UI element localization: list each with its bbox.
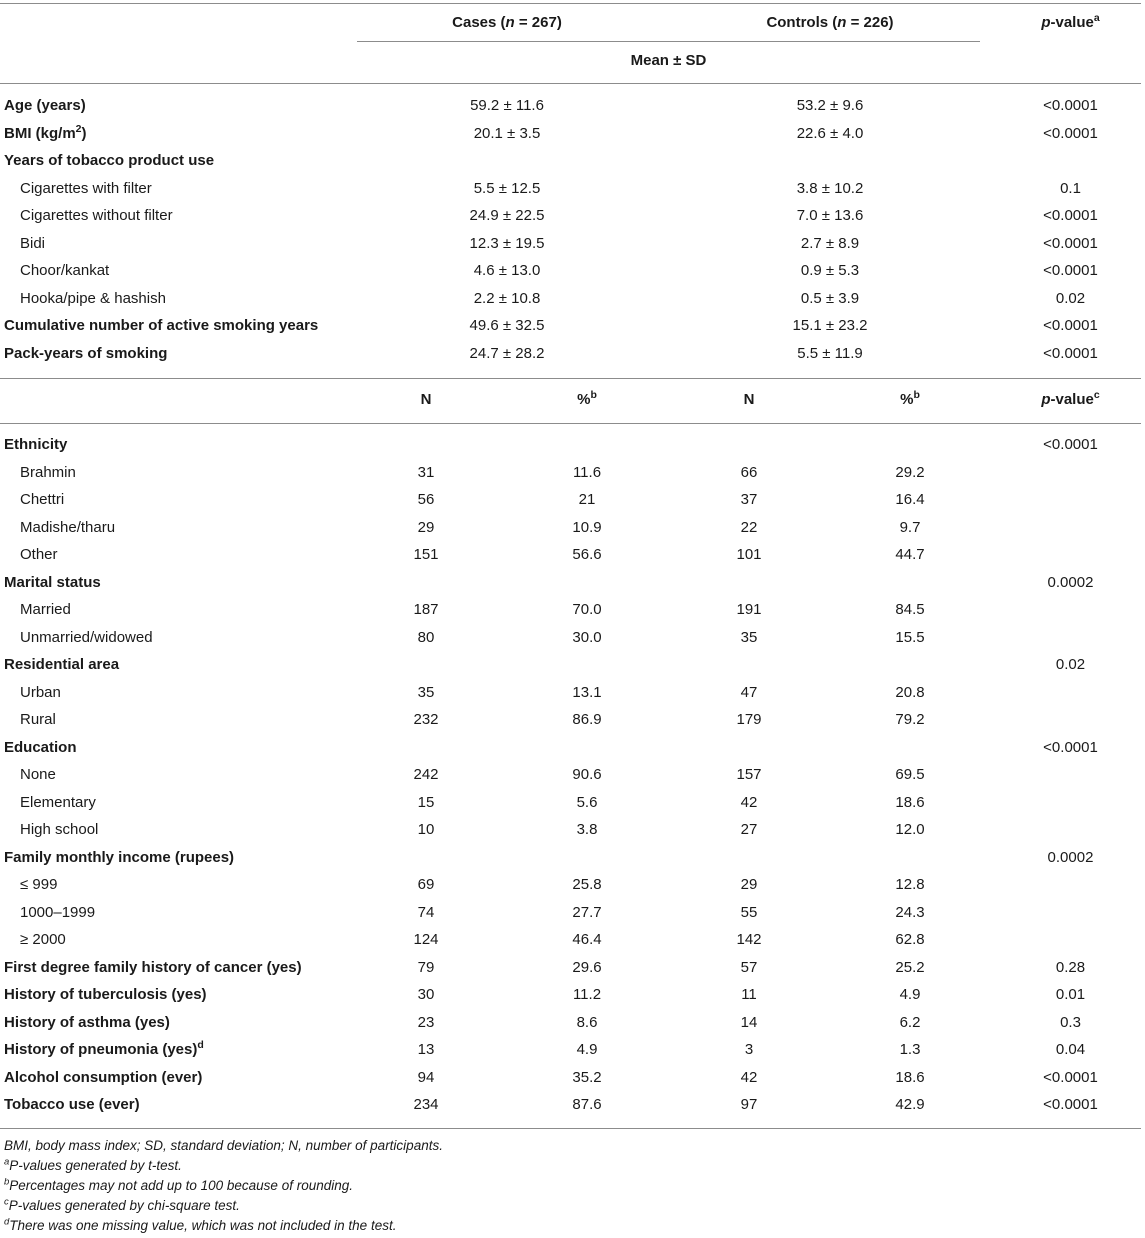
row-label-text: Unmarried/widowed: [20, 628, 153, 646]
cases-percent: 56.6: [572, 546, 602, 563]
controls-n: 191: [736, 601, 762, 618]
controls-mean-sd: 0.9 ± 5.3: [800, 262, 860, 279]
row-label: [4, 316, 318, 336]
cases-percent: 4.9: [576, 1041, 598, 1058]
row-label: [20, 490, 64, 510]
cases-mean-sd: 49.6 ± 32.5: [469, 317, 545, 334]
cases-percent: 86.9: [572, 711, 602, 728]
row-label-text: Alcohol consumption (ever): [4, 1068, 203, 1086]
controls-percent: 9.7: [899, 518, 921, 536]
controls-n: 157: [736, 766, 762, 783]
footnote-abbreviations: BMI, body mass index; SD, standard deviation; N, number of participants.: [4, 1138, 443, 1153]
row-label: [4, 435, 67, 455]
footnote-d: $^d$There was one missing value, which was not included in the test.: [4, 1216, 397, 1233]
cases-mean-sd: 5.5 ± 12.5: [473, 179, 541, 197]
row-label: [20, 683, 61, 703]
row-label-text: BMI (kg/m: [4, 124, 76, 142]
row-label: [4, 1095, 140, 1115]
row-label: [20, 179, 152, 199]
controls-percent: 18.6: [895, 793, 925, 811]
cases-n: 242: [413, 766, 439, 783]
controls-percent: 4.9: [899, 986, 921, 1003]
section-rule: [0, 378, 1141, 379]
row-label: [4, 344, 167, 364]
row-label-text: Bidi: [20, 234, 46, 252]
cases-mean-sd: 59.2 ± 11.6: [470, 97, 544, 114]
cases-percent: 87.6: [572, 1096, 602, 1113]
row-label-text: Madishe/tharu: [20, 518, 116, 536]
controls-percent: 42.9: [895, 1096, 925, 1113]
row-label-text: Residential area: [4, 656, 120, 673]
row-label-text: Choor/kankat: [20, 262, 110, 279]
row-label: [4, 573, 101, 593]
row-label: [20, 903, 95, 923]
controls-n: 37: [740, 491, 758, 508]
row-label: [4, 738, 77, 758]
row-label-text: Pack-years of smoking: [4, 344, 168, 362]
footnote-b: $^b$Percentages may not add up to 100 because of rounding.: [4, 1176, 353, 1193]
row-label-sup: d: [197, 1039, 204, 1051]
cases-percent: 3.8: [576, 821, 598, 838]
controls-percent: 15.5: [895, 628, 925, 646]
controls-percent: 69.5: [895, 766, 925, 783]
row-label: [4, 1013, 170, 1033]
p-value: 0.04: [1055, 1041, 1086, 1058]
cases-mean-sd: 12.3 ± 19.5: [469, 234, 545, 252]
table-bottom-rule: [0, 1128, 1141, 1129]
controls-percent: 25.2: [895, 958, 925, 976]
controls-mean-sd: 2.7 ± 8.9: [800, 234, 860, 252]
row-label: [20, 628, 153, 648]
row-label: [20, 463, 76, 483]
cases-percent: 90.6: [572, 766, 602, 783]
cases-percent: 70.0: [572, 601, 602, 618]
header-controls-percent: %$^b$: [900, 389, 920, 408]
row-label-text: First degree family history of cancer (yes): [4, 958, 302, 976]
controls-n: 42: [740, 1068, 758, 1086]
row-label-text: History of tuberculosis (yes): [4, 986, 207, 1003]
p-value: <0.0001: [1043, 97, 1098, 114]
cases-percent: 25.8: [572, 876, 602, 893]
row-label: [20, 518, 115, 538]
p-value: 0.02: [1055, 289, 1086, 307]
controls-percent: 12.8: [895, 876, 925, 893]
row-label-text: Brahmin: [20, 463, 76, 481]
controls-n: 57: [740, 958, 758, 976]
cases-mean-sd: 24.7 ± 28.2: [469, 344, 545, 362]
row-label: [20, 261, 109, 281]
p-value: 0.0002: [1047, 573, 1094, 591]
p-value: <0.0001: [1043, 207, 1098, 224]
p-value: <0.0001: [1043, 317, 1098, 334]
p-value: <0.0001: [1043, 738, 1098, 756]
cases-n: 94: [417, 1068, 435, 1086]
header-pvalue-a: p-value$^a$: [1041, 12, 1100, 31]
row-label-text: History of pneumonia (yes): [4, 1041, 198, 1058]
row-label: [4, 1068, 202, 1088]
controls-percent: 84.5: [895, 601, 925, 618]
p-value: 0.01: [1055, 986, 1086, 1003]
controls-n: 3: [744, 1041, 754, 1058]
cases-percent: 13.1: [572, 683, 602, 701]
cases-n: 79: [417, 958, 435, 976]
row-label-text: ≥ 2000: [20, 931, 66, 948]
header-mean-sd: Mean ± SD: [630, 52, 707, 69]
cases-percent: 8.6: [576, 1013, 598, 1031]
row-label: [20, 793, 96, 813]
controls-percent: 6.2: [899, 1013, 921, 1031]
controls-percent: 18.6: [895, 1068, 925, 1086]
row-label: [20, 820, 98, 840]
row-label-text: Chettri: [20, 491, 65, 508]
row-label-text: History of asthma (yes): [4, 1013, 170, 1031]
controls-n: 142: [736, 931, 762, 948]
row-label-text: Education: [4, 738, 77, 756]
row-label-text: None: [20, 766, 56, 783]
controls-n: 66: [740, 463, 758, 481]
p-value: 0.28: [1055, 958, 1086, 976]
controls-n: 179: [736, 711, 762, 728]
controls-n: 55: [740, 903, 758, 921]
cases-n: 15: [417, 793, 435, 811]
row-label: [4, 96, 86, 116]
row-label-text: Tobacco use (ever): [4, 1096, 140, 1113]
controls-mean-sd: 53.2 ± 9.6: [796, 97, 864, 114]
controls-percent: 20.8: [895, 683, 925, 701]
row-label-text: Cigarettes with filter: [20, 179, 152, 197]
p-value: <0.0001: [1043, 344, 1098, 362]
controls-n: 14: [740, 1013, 758, 1031]
cases-n: 232: [413, 711, 439, 728]
row-label-text: Years of tobacco product use: [4, 152, 215, 169]
row-label-text: 1000–1999: [20, 903, 96, 921]
cases-percent: 11.2: [572, 986, 602, 1003]
row-label-text: ≤ 999: [20, 876, 58, 893]
row-label: [20, 930, 66, 950]
cases-n: 29: [417, 518, 435, 536]
controls-n: 97: [740, 1096, 758, 1113]
row-label: [4, 655, 119, 675]
cases-percent: 29.6: [572, 958, 602, 976]
cases-percent: 27.7: [572, 903, 602, 921]
controls-n: 35: [740, 628, 758, 646]
cases-percent: 11.6: [572, 463, 602, 481]
cases-n: 10: [417, 821, 435, 838]
cases-n: 124: [413, 931, 439, 948]
controls-percent: 1.3: [899, 1041, 921, 1058]
controls-mean-sd: 15.1 ± 23.2: [792, 317, 868, 334]
header-pvalue-c: p-value$^c$: [1041, 389, 1100, 408]
p-value: 0.0002: [1047, 848, 1094, 866]
p-value: <0.0001: [1043, 124, 1098, 142]
controls-n: 47: [740, 683, 758, 701]
cases-n: 13: [417, 1041, 435, 1058]
row-label: [4, 958, 302, 978]
controls-mean-sd: 7.0 ± 13.6: [796, 207, 864, 224]
p-value: 0.02: [1055, 656, 1086, 673]
header-cases: Cases (n = 267): [452, 14, 562, 31]
row-label-text: Cumulative number of active smoking years: [4, 317, 319, 334]
row-label-text: Age (years): [4, 97, 86, 114]
row-label: [20, 234, 45, 254]
cases-percent: 35.2: [572, 1068, 602, 1086]
p-value: <0.0001: [1043, 262, 1098, 279]
cases-n: 23: [417, 1013, 435, 1031]
cases-n: 30: [417, 986, 435, 1003]
controls-n: 27: [740, 821, 758, 838]
row-label-text: Urban: [20, 683, 61, 701]
table-top-rule: [0, 3, 1141, 4]
cases-n: 187: [413, 601, 439, 618]
header-cases-n: N: [420, 391, 432, 408]
footnote-c: $^c$P-values generated by chi-square test.: [4, 1196, 240, 1213]
header-span-rule: [357, 41, 980, 42]
cases-n: 74: [417, 903, 435, 921]
row-label-text: Elementary: [20, 793, 96, 811]
footnote-a: $^a$P-values generated by t-test.: [4, 1156, 182, 1173]
row-label: [20, 545, 58, 565]
controls-mean-sd: 22.6 ± 4.0: [796, 124, 864, 142]
controls-percent: 29.2: [895, 463, 925, 481]
cases-percent: 5.6: [576, 793, 598, 811]
header2-bottom-rule: [0, 423, 1141, 424]
header-bottom-rule: [0, 83, 1141, 84]
cases-percent: 21: [578, 491, 596, 508]
cases-mean-sd: 2.2 ± 10.8: [473, 289, 541, 307]
controls-n: 22: [740, 518, 758, 536]
p-value: <0.0001: [1043, 436, 1098, 453]
controls-percent: 24.3: [895, 903, 925, 921]
cases-n: 31: [417, 463, 435, 481]
controls-mean-sd: 3.8 ± 10.2: [796, 179, 864, 197]
row-label: [20, 289, 166, 309]
row-label: [20, 875, 57, 895]
header-controls-n: N: [743, 391, 755, 408]
row-label: [20, 765, 56, 785]
row-label: [4, 985, 207, 1005]
cases-n: 234: [413, 1096, 439, 1113]
row-label: [4, 124, 87, 144]
p-value: <0.0001: [1043, 234, 1098, 252]
p-value: <0.0001: [1043, 1096, 1098, 1113]
row-label: [4, 151, 214, 171]
controls-percent: 79.2: [895, 711, 925, 728]
cases-percent: 30.0: [572, 628, 602, 646]
row-label: [20, 600, 71, 620]
p-value: <0.0001: [1043, 1068, 1098, 1086]
row-label: [4, 1040, 204, 1060]
controls-percent: 12.0: [895, 821, 925, 838]
cases-n: 56: [417, 491, 435, 508]
controls-mean-sd: 5.5 ± 11.9: [797, 344, 863, 362]
row-label-text: Marital status: [4, 573, 101, 591]
cases-mean-sd: 20.1 ± 3.5: [473, 124, 541, 142]
header-cases-percent: %$^b$: [577, 389, 597, 408]
row-label-text: Other: [20, 546, 58, 563]
row-label: [20, 710, 56, 730]
controls-percent: 62.8: [895, 931, 925, 948]
p-value: 0.1: [1060, 179, 1081, 197]
cases-percent: 10.9: [572, 518, 602, 536]
controls-mean-sd: 0.5 ± 3.9: [800, 289, 860, 307]
cases-n: 151: [413, 546, 439, 563]
controls-percent: 44.7: [895, 546, 925, 563]
cases-mean-sd: 24.9 ± 22.5: [469, 207, 545, 224]
controls-n: 101: [736, 546, 762, 563]
row-label-text: Married: [20, 601, 71, 618]
header-controls: Controls (n = 226): [766, 14, 894, 31]
controls-n: 11: [741, 986, 757, 1003]
row-label-text: Rural: [20, 711, 56, 728]
cases-n: 35: [417, 683, 435, 701]
row-label-text: High school: [20, 821, 99, 838]
row-label: [4, 848, 234, 868]
row-label: [20, 206, 173, 226]
controls-percent: 16.4: [895, 491, 925, 508]
row-label-sup: 2: [75, 122, 82, 135]
controls-n: 42: [740, 793, 758, 811]
cases-percent: 46.4: [572, 931, 602, 948]
row-label-text: Family monthly income (rupees): [4, 848, 235, 866]
p-value: 0.3: [1060, 1013, 1081, 1031]
row-label-text: Ethnicity: [4, 436, 68, 453]
row-label-text: Hooka/pipe & hashish: [20, 289, 166, 307]
cases-n: 69: [417, 876, 435, 893]
cases-mean-sd: 4.6 ± 13.0: [473, 262, 541, 279]
row-label-tail: ): [81, 124, 87, 142]
cases-n: 80: [417, 628, 435, 646]
row-label-text: Cigarettes without filter: [20, 207, 173, 224]
controls-n: 29: [740, 876, 758, 893]
